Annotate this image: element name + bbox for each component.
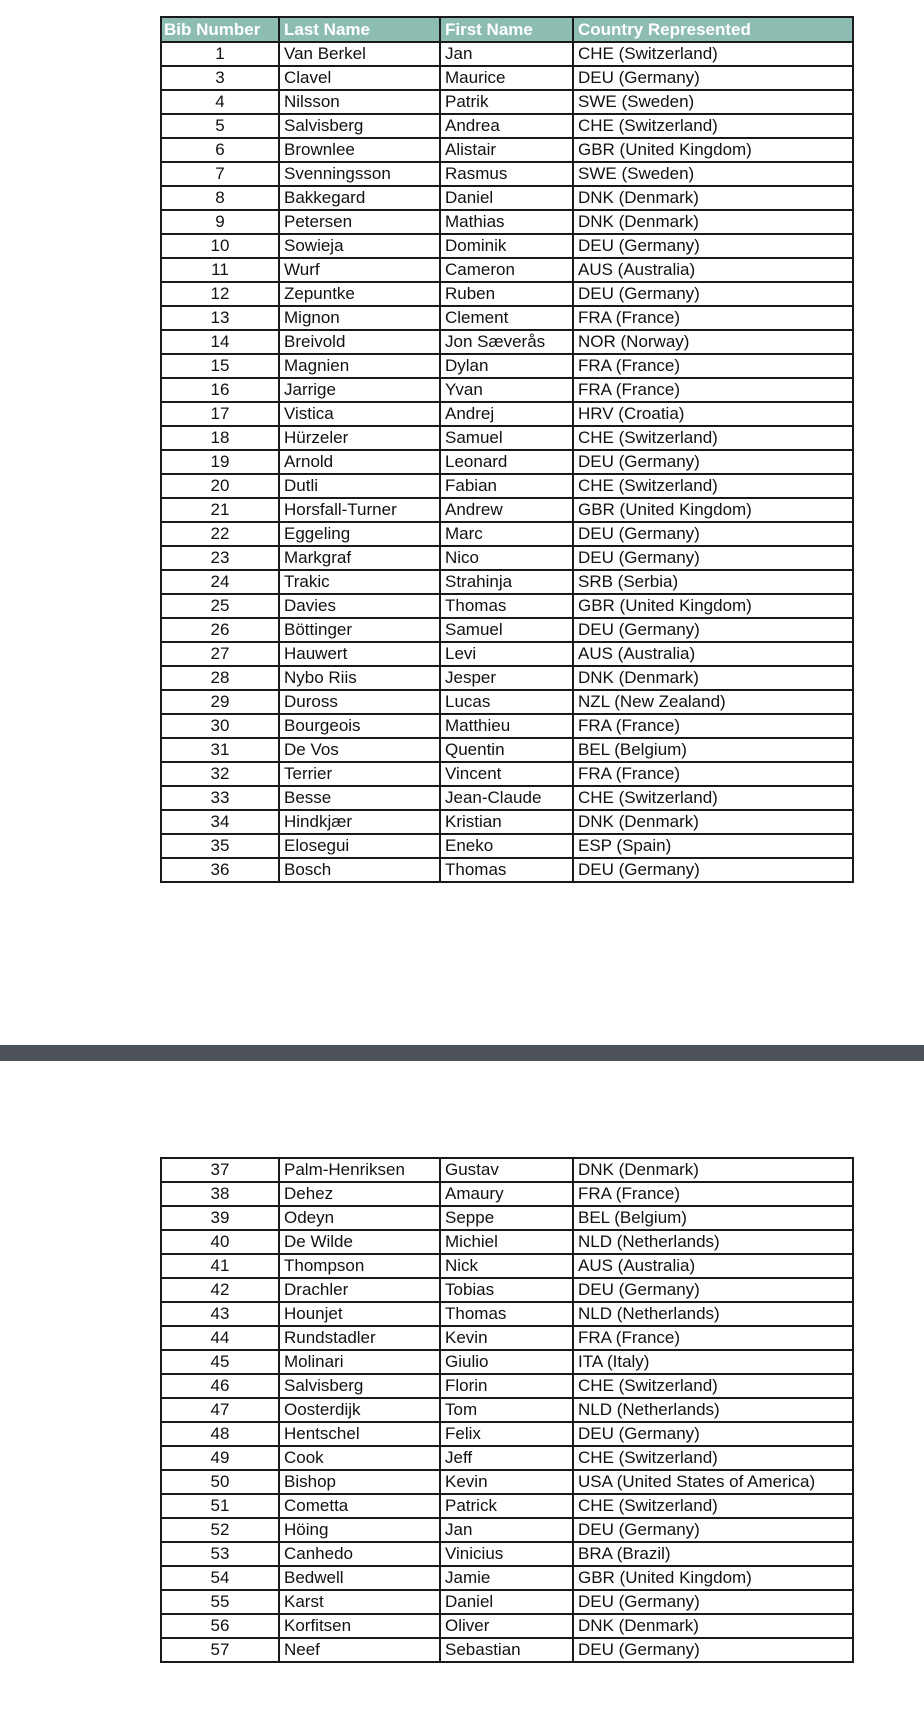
cell-first-name: Thomas <box>440 1302 573 1326</box>
cell-country: AUS (Australia) <box>573 642 853 666</box>
cell-bib-number: 7 <box>161 162 279 186</box>
cell-first-name: Kevin <box>440 1470 573 1494</box>
table-row <box>161 738 853 762</box>
cell-first-name: Thomas <box>440 594 573 618</box>
table-row <box>161 90 853 114</box>
table-row <box>161 810 853 834</box>
roster-table-page-2 <box>160 1157 854 1663</box>
roster-table-page-1 <box>160 16 854 883</box>
table-row <box>161 594 853 618</box>
table-row <box>161 402 853 426</box>
table-row <box>161 858 853 882</box>
table-row <box>161 210 853 234</box>
cell-last-name: Petersen <box>279 210 440 234</box>
cell-bib-number: 24 <box>161 570 279 594</box>
table-row <box>161 1614 853 1638</box>
cell-first-name: Patrik <box>440 90 573 114</box>
cell-bib-number: 26 <box>161 618 279 642</box>
cell-last-name: Vistica <box>279 402 440 426</box>
cell-bib-number: 14 <box>161 330 279 354</box>
cell-last-name: Davies <box>279 594 440 618</box>
cell-first-name: Seppe <box>440 1206 573 1230</box>
table-row <box>161 66 853 90</box>
cell-country: CHE (Switzerland) <box>573 1446 853 1470</box>
cell-last-name: Odeyn <box>279 1206 440 1230</box>
cell-country: AUS (Australia) <box>573 1254 853 1278</box>
cell-last-name: Korfitsen <box>279 1614 440 1638</box>
table-row <box>161 570 853 594</box>
cell-country: DNK (Denmark) <box>573 666 853 690</box>
cell-last-name: Neef <box>279 1638 440 1662</box>
table-row <box>161 1398 853 1422</box>
table-row <box>161 42 853 66</box>
cell-last-name: Bakkegard <box>279 186 440 210</box>
cell-first-name: Kevin <box>440 1326 573 1350</box>
cell-last-name: Bourgeois <box>279 714 440 738</box>
cell-bib-number: 51 <box>161 1494 279 1518</box>
table-row <box>161 234 853 258</box>
cell-country: SRB (Serbia) <box>573 570 853 594</box>
table-row <box>161 1638 853 1662</box>
cell-bib-number: 20 <box>161 474 279 498</box>
table-row <box>161 186 853 210</box>
cell-country: AUS (Australia) <box>573 258 853 282</box>
cell-country: CHE (Switzerland) <box>573 786 853 810</box>
cell-first-name: Lucas <box>440 690 573 714</box>
cell-first-name: Oliver <box>440 1614 573 1638</box>
cell-country: ESP (Spain) <box>573 834 853 858</box>
cell-last-name: Salvisberg <box>279 114 440 138</box>
cell-last-name: Sowieja <box>279 234 440 258</box>
cell-last-name: De Vos <box>279 738 440 762</box>
cell-bib-number: 19 <box>161 450 279 474</box>
cell-last-name: Karst <box>279 1590 440 1614</box>
cell-first-name: Rasmus <box>440 162 573 186</box>
cell-bib-number: 56 <box>161 1614 279 1638</box>
cell-last-name: Wurf <box>279 258 440 282</box>
table-row <box>161 282 853 306</box>
cell-bib-number: 41 <box>161 1254 279 1278</box>
table-row <box>161 714 853 738</box>
cell-bib-number: 40 <box>161 1230 279 1254</box>
table-row <box>161 618 853 642</box>
cell-last-name: Jarrige <box>279 378 440 402</box>
cell-last-name: Svenningsson <box>279 162 440 186</box>
table-row <box>161 1518 853 1542</box>
cell-last-name: Hentschel <box>279 1422 440 1446</box>
table-row <box>161 786 853 810</box>
cell-last-name: Trakic <box>279 570 440 594</box>
table-row <box>161 1422 853 1446</box>
cell-last-name: Dutli <box>279 474 440 498</box>
table-row <box>161 642 853 666</box>
cell-bib-number: 31 <box>161 738 279 762</box>
roster-body-page-1 <box>161 42 853 882</box>
cell-bib-number: 35 <box>161 834 279 858</box>
cell-bib-number: 17 <box>161 402 279 426</box>
cell-first-name: Nick <box>440 1254 573 1278</box>
cell-last-name: Höing <box>279 1518 440 1542</box>
table-row <box>161 666 853 690</box>
cell-bib-number: 48 <box>161 1422 279 1446</box>
cell-last-name: Cook <box>279 1446 440 1470</box>
table-row <box>161 474 853 498</box>
cell-first-name: Yvan <box>440 378 573 402</box>
cell-bib-number: 38 <box>161 1182 279 1206</box>
table-row <box>161 1302 853 1326</box>
table-row <box>161 330 853 354</box>
cell-last-name: Cometta <box>279 1494 440 1518</box>
table-row <box>161 834 853 858</box>
table-row <box>161 378 853 402</box>
cell-last-name: Bishop <box>279 1470 440 1494</box>
header-first-name: First Name <box>440 17 573 42</box>
cell-bib-number: 13 <box>161 306 279 330</box>
cell-last-name: Horsfall-Turner <box>279 498 440 522</box>
cell-bib-number: 52 <box>161 1518 279 1542</box>
cell-first-name: Dominik <box>440 234 573 258</box>
cell-bib-number: 44 <box>161 1326 279 1350</box>
cell-first-name: Jean-Claude <box>440 786 573 810</box>
header-last-name: Last Name <box>279 17 440 42</box>
cell-first-name: Ruben <box>440 282 573 306</box>
table-row <box>161 426 853 450</box>
cell-country: DEU (Germany) <box>573 1278 853 1302</box>
cell-country: DEU (Germany) <box>573 1638 853 1662</box>
table-row <box>161 354 853 378</box>
cell-country: NLD (Netherlands) <box>573 1398 853 1422</box>
table-row <box>161 1590 853 1614</box>
table-row <box>161 1326 853 1350</box>
cell-country: ITA (Italy) <box>573 1350 853 1374</box>
cell-country: DEU (Germany) <box>573 1590 853 1614</box>
cell-bib-number: 23 <box>161 546 279 570</box>
cell-last-name: Bosch <box>279 858 440 882</box>
cell-bib-number: 47 <box>161 1398 279 1422</box>
cell-country: DEU (Germany) <box>573 282 853 306</box>
cell-first-name: Cameron <box>440 258 573 282</box>
cell-country: DEU (Germany) <box>573 1518 853 1542</box>
cell-country: BRA (Brazil) <box>573 1542 853 1566</box>
cell-country: CHE (Switzerland) <box>573 1494 853 1518</box>
cell-bib-number: 30 <box>161 714 279 738</box>
cell-first-name: Gustav <box>440 1158 573 1182</box>
cell-bib-number: 50 <box>161 1470 279 1494</box>
cell-country: NZL (New Zealand) <box>573 690 853 714</box>
table-row <box>161 1470 853 1494</box>
cell-last-name: Eggeling <box>279 522 440 546</box>
cell-bib-number: 8 <box>161 186 279 210</box>
cell-bib-number: 18 <box>161 426 279 450</box>
cell-bib-number: 34 <box>161 810 279 834</box>
cell-last-name: Duross <box>279 690 440 714</box>
cell-country: FRA (France) <box>573 762 853 786</box>
table-row <box>161 1158 853 1182</box>
cell-country: NOR (Norway) <box>573 330 853 354</box>
cell-country: DNK (Denmark) <box>573 186 853 210</box>
cell-last-name: Besse <box>279 786 440 810</box>
cell-first-name: Jan <box>440 1518 573 1542</box>
cell-bib-number: 22 <box>161 522 279 546</box>
table-row <box>161 1254 853 1278</box>
cell-first-name: Jeff <box>440 1446 573 1470</box>
cell-first-name: Strahinja <box>440 570 573 594</box>
cell-bib-number: 15 <box>161 354 279 378</box>
cell-country: GBR (United Kingdom) <box>573 594 853 618</box>
cell-first-name: Jan <box>440 42 573 66</box>
table-row <box>161 306 853 330</box>
cell-first-name: Daniel <box>440 186 573 210</box>
cell-last-name: Hürzeler <box>279 426 440 450</box>
cell-first-name: Thomas <box>440 858 573 882</box>
cell-first-name: Maurice <box>440 66 573 90</box>
cell-last-name: Dehez <box>279 1182 440 1206</box>
cell-first-name: Leonard <box>440 450 573 474</box>
cell-bib-number: 12 <box>161 282 279 306</box>
cell-country: FRA (France) <box>573 354 853 378</box>
table-row <box>161 1230 853 1254</box>
cell-country: GBR (United Kingdom) <box>573 498 853 522</box>
cell-last-name: Molinari <box>279 1350 440 1374</box>
cell-country: CHE (Switzerland) <box>573 474 853 498</box>
cell-first-name: Quentin <box>440 738 573 762</box>
table-row <box>161 162 853 186</box>
cell-country: FRA (France) <box>573 714 853 738</box>
cell-bib-number: 32 <box>161 762 279 786</box>
cell-last-name: Magnien <box>279 354 440 378</box>
cell-last-name: Zepuntke <box>279 282 440 306</box>
cell-bib-number: 28 <box>161 666 279 690</box>
cell-country: GBR (United Kingdom) <box>573 1566 853 1590</box>
cell-first-name: Giulio <box>440 1350 573 1374</box>
cell-country: DNK (Denmark) <box>573 1614 853 1638</box>
cell-last-name: Mignon <box>279 306 440 330</box>
cell-bib-number: 29 <box>161 690 279 714</box>
cell-country: NLD (Netherlands) <box>573 1230 853 1254</box>
cell-first-name: Daniel <box>440 1590 573 1614</box>
table-row <box>161 258 853 282</box>
cell-last-name: Bedwell <box>279 1566 440 1590</box>
cell-bib-number: 4 <box>161 90 279 114</box>
table-row <box>161 498 853 522</box>
table-row <box>161 762 853 786</box>
cell-bib-number: 11 <box>161 258 279 282</box>
cell-last-name: Hindkjær <box>279 810 440 834</box>
cell-first-name: Marc <box>440 522 573 546</box>
cell-first-name: Alistair <box>440 138 573 162</box>
cell-last-name: De Wilde <box>279 1230 440 1254</box>
cell-bib-number: 9 <box>161 210 279 234</box>
cell-last-name: Nybo Riis <box>279 666 440 690</box>
cell-country: DEU (Germany) <box>573 66 853 90</box>
cell-first-name: Sebastian <box>440 1638 573 1662</box>
table-row <box>161 546 853 570</box>
cell-country: DNK (Denmark) <box>573 810 853 834</box>
cell-last-name: Palm-Henriksen <box>279 1158 440 1182</box>
cell-last-name: Hauwert <box>279 642 440 666</box>
cell-bib-number: 45 <box>161 1350 279 1374</box>
cell-country: DEU (Germany) <box>573 450 853 474</box>
cell-country: DEU (Germany) <box>573 234 853 258</box>
table-row <box>161 1446 853 1470</box>
cell-last-name: Van Berkel <box>279 42 440 66</box>
cell-bib-number: 21 <box>161 498 279 522</box>
cell-first-name: Florin <box>440 1374 573 1398</box>
cell-last-name: Drachler <box>279 1278 440 1302</box>
cell-country: FRA (France) <box>573 1182 853 1206</box>
cell-last-name: Brownlee <box>279 138 440 162</box>
cell-country: CHE (Switzerland) <box>573 426 853 450</box>
cell-last-name: Markgraf <box>279 546 440 570</box>
cell-first-name: Amaury <box>440 1182 573 1206</box>
cell-first-name: Eneko <box>440 834 573 858</box>
cell-last-name: Arnold <box>279 450 440 474</box>
cell-country: FRA (France) <box>573 306 853 330</box>
cell-country: FRA (France) <box>573 378 853 402</box>
cell-last-name: Thompson <box>279 1254 440 1278</box>
cell-first-name: Dylan <box>440 354 573 378</box>
table-row <box>161 690 853 714</box>
cell-first-name: Samuel <box>440 426 573 450</box>
cell-country: CHE (Switzerland) <box>573 42 853 66</box>
cell-first-name: Kristian <box>440 810 573 834</box>
roster-body-page-2 <box>161 1158 853 1662</box>
cell-country: DNK (Denmark) <box>573 1158 853 1182</box>
cell-first-name: Patrick <box>440 1494 573 1518</box>
cell-bib-number: 55 <box>161 1590 279 1614</box>
cell-country: SWE (Sweden) <box>573 162 853 186</box>
cell-country: DNK (Denmark) <box>573 210 853 234</box>
cell-country: CHE (Switzerland) <box>573 1374 853 1398</box>
cell-country: DEU (Germany) <box>573 858 853 882</box>
table-row <box>161 522 853 546</box>
cell-bib-number: 6 <box>161 138 279 162</box>
cell-country: BEL (Belgium) <box>573 1206 853 1230</box>
cell-bib-number: 54 <box>161 1566 279 1590</box>
cell-last-name: Rundstadler <box>279 1326 440 1350</box>
cell-bib-number: 36 <box>161 858 279 882</box>
cell-first-name: Tom <box>440 1398 573 1422</box>
cell-first-name: Felix <box>440 1422 573 1446</box>
cell-country: GBR (United Kingdom) <box>573 138 853 162</box>
cell-last-name: Böttinger <box>279 618 440 642</box>
cell-first-name: Andrej <box>440 402 573 426</box>
cell-country: DEU (Germany) <box>573 522 853 546</box>
cell-first-name: Clement <box>440 306 573 330</box>
cell-country: SWE (Sweden) <box>573 90 853 114</box>
cell-first-name: Michiel <box>440 1230 573 1254</box>
cell-first-name: Matthieu <box>440 714 573 738</box>
table-row <box>161 1182 853 1206</box>
document-page-2 <box>0 1061 924 1736</box>
page-separator <box>0 1045 924 1061</box>
cell-country: FRA (France) <box>573 1326 853 1350</box>
table-row <box>161 1374 853 1398</box>
cell-last-name: Canhedo <box>279 1542 440 1566</box>
cell-country: DEU (Germany) <box>573 546 853 570</box>
table-row <box>161 114 853 138</box>
cell-first-name: Andrew <box>440 498 573 522</box>
cell-country: USA (United States of America) <box>573 1470 853 1494</box>
cell-country: CHE (Switzerland) <box>573 114 853 138</box>
cell-bib-number: 53 <box>161 1542 279 1566</box>
cell-last-name: Oosterdijk <box>279 1398 440 1422</box>
cell-country: NLD (Netherlands) <box>573 1302 853 1326</box>
cell-last-name: Nilsson <box>279 90 440 114</box>
cell-bib-number: 3 <box>161 66 279 90</box>
cell-first-name: Fabian <box>440 474 573 498</box>
cell-first-name: Vincent <box>440 762 573 786</box>
header-bib-number: Bib Number <box>161 17 279 42</box>
cell-first-name: Levi <box>440 642 573 666</box>
cell-bib-number: 37 <box>161 1158 279 1182</box>
cell-bib-number: 16 <box>161 378 279 402</box>
table-row <box>161 450 853 474</box>
cell-country: HRV (Croatia) <box>573 402 853 426</box>
cell-bib-number: 5 <box>161 114 279 138</box>
cell-first-name: Andrea <box>440 114 573 138</box>
cell-first-name: Jesper <box>440 666 573 690</box>
cell-last-name: Hounjet <box>279 1302 440 1326</box>
cell-last-name: Clavel <box>279 66 440 90</box>
cell-first-name: Nico <box>440 546 573 570</box>
cell-last-name: Elosegui <box>279 834 440 858</box>
cell-bib-number: 1 <box>161 42 279 66</box>
cell-bib-number: 49 <box>161 1446 279 1470</box>
table-row <box>161 1206 853 1230</box>
cell-bib-number: 46 <box>161 1374 279 1398</box>
cell-last-name: Salvisberg <box>279 1374 440 1398</box>
table-header-row <box>161 17 853 42</box>
cell-bib-number: 57 <box>161 1638 279 1662</box>
cell-first-name: Tobias <box>440 1278 573 1302</box>
cell-country: DEU (Germany) <box>573 618 853 642</box>
table-row <box>161 1566 853 1590</box>
cell-bib-number: 27 <box>161 642 279 666</box>
cell-first-name: Jamie <box>440 1566 573 1590</box>
table-row <box>161 138 853 162</box>
table-row <box>161 1494 853 1518</box>
table-row <box>161 1278 853 1302</box>
cell-bib-number: 42 <box>161 1278 279 1302</box>
cell-bib-number: 43 <box>161 1302 279 1326</box>
cell-bib-number: 10 <box>161 234 279 258</box>
cell-first-name: Jon Sæverås <box>440 330 573 354</box>
cell-first-name: Samuel <box>440 618 573 642</box>
table-row <box>161 1350 853 1374</box>
cell-bib-number: 33 <box>161 786 279 810</box>
cell-last-name: Terrier <box>279 762 440 786</box>
cell-first-name: Vinicius <box>440 1542 573 1566</box>
cell-last-name: Breivold <box>279 330 440 354</box>
header-country: Country Represented <box>573 17 853 42</box>
cell-bib-number: 39 <box>161 1206 279 1230</box>
table-row <box>161 1542 853 1566</box>
cell-country: BEL (Belgium) <box>573 738 853 762</box>
cell-bib-number: 25 <box>161 594 279 618</box>
cell-first-name: Mathias <box>440 210 573 234</box>
cell-country: DEU (Germany) <box>573 1422 853 1446</box>
